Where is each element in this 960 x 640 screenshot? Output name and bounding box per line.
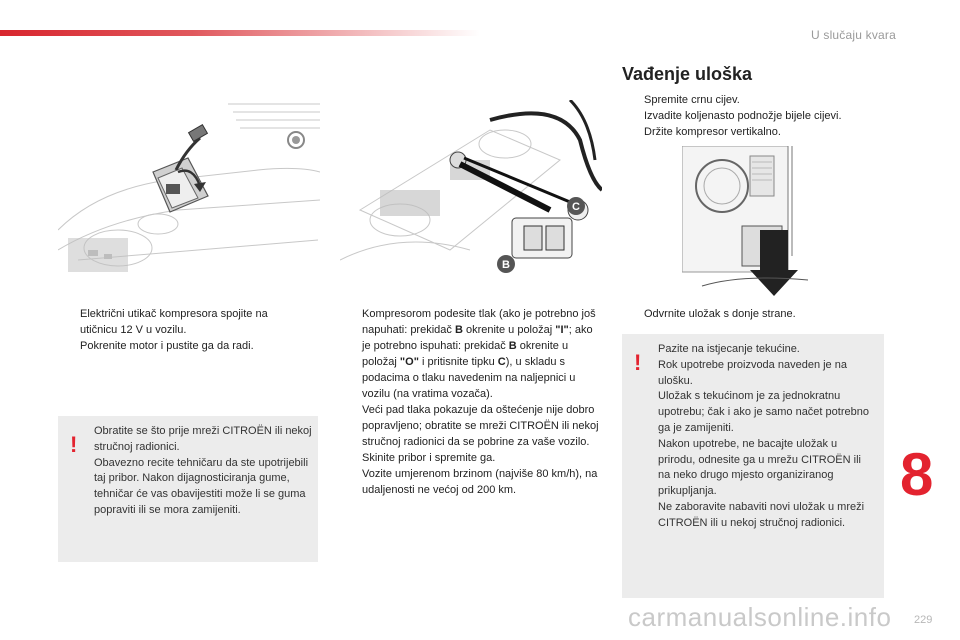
cartridge-steps-list	[622, 92, 902, 140]
list-item: Izvadite koljenasto podnožje bijele cijevi.	[644, 110, 842, 122]
unscrew-step	[622, 306, 882, 322]
plug-steps-list	[58, 306, 308, 354]
list-item: Držite kompresor vertikalno.	[644, 126, 781, 138]
warning-text: Obratite se što prije mreži CITROËN ili nekoj stručnoj radionici. Obavezno recite tehničaru da ste upotrijebili taj pribor. Nakon dijagnosticiranja gume, tehničar će vas obavijestiti može li se guma popraviti ili se mora zamijeniti.	[94, 425, 312, 516]
list-item	[340, 306, 602, 450]
section-title: Vađenje uloška	[622, 64, 753, 84]
chapter-number: 8	[900, 441, 934, 508]
pressure-steps-list	[340, 306, 602, 498]
callout-label-c: C	[572, 201, 580, 213]
list-item: Odvrnite uložak s donje strane.	[644, 308, 796, 320]
warning-box-service	[58, 416, 318, 562]
warning-icon: !	[634, 350, 642, 375]
list-item: Električni utikač kompresora spojite na utičnicu 12 V u vozilu.	[80, 308, 268, 336]
pressure-instructions: Kompresorom podesite tlak (ako je potrebno još napuhati: prekidač B okrenite u položaj "I"; ako je potrebno ispuhati: prekidač B okrenite u položaj "O" i pritisnite tipku C), u skladu s podacima o tlaku navedenim na naljepnici u vozilu (na vratima vozača). Veći pad tlaka pokazuje da oštećenje nije dobro popravljeno; obratite se mreži CITROËN ili nekoj stručnoj radionici da se pobrine za vaše vozilo.	[362, 308, 599, 448]
header-accent-bar	[0, 30, 480, 36]
callout-label-b: B	[502, 259, 510, 271]
watermark: carmanualsonline.info	[628, 602, 892, 632]
illustration-cartridge-removal	[682, 146, 808, 300]
illustration-plug-socket	[58, 100, 320, 276]
list-item: Pokrenite motor i pustite ga da radi.	[80, 340, 254, 352]
warning-icon: !	[70, 432, 78, 457]
warning-box-cartridge	[622, 334, 884, 598]
page-number: 229	[914, 614, 933, 626]
header-section-title: U slučaju kvara	[810, 28, 896, 42]
list-item: Vozite umjerenom brzinom (najviše 80 km/h), na udaljenosti ne većoj od 200 km.	[362, 468, 598, 496]
list-item: Skinite pribor i spremite ga.	[362, 452, 496, 464]
list-item: Spremite crnu cijev.	[644, 94, 740, 106]
illustration-compressor-controls	[340, 100, 602, 276]
warning-text: Pazite na istjecanje tekućine. Rok upotrebe proizvoda naveden je na ulošku. Uložak s tekućinom je za jednokratnu upotrebu; čak i ako je samo načet potrebno ga je zamijeniti. Nakon upotrebe, ne bacajte uložak u prirodu, odnesite ga u mrežu CITROËN ili na neko drugo mjesto organiziranog prikupljanja. Ne zaboravite nabaviti novi uložak u mreži CITROËN ili u nekoj stručnoj radionici.	[658, 343, 869, 529]
